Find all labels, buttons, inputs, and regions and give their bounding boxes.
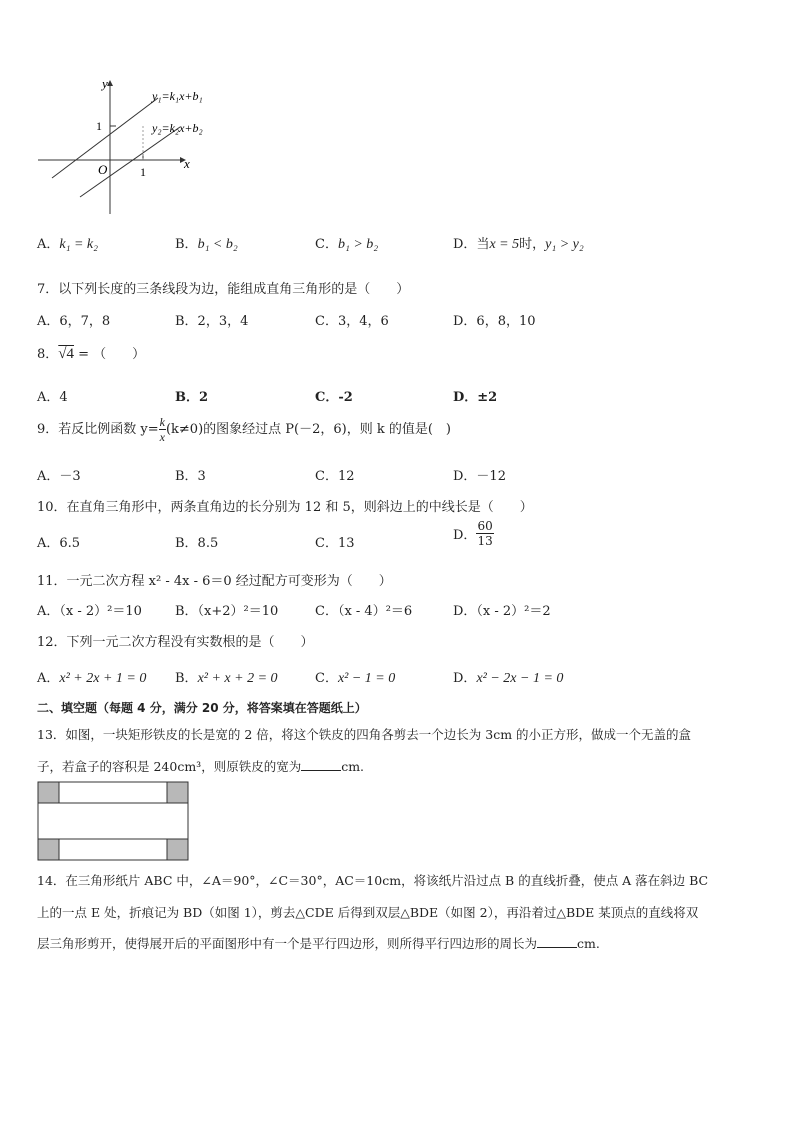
q14-line1: 14．在三角形纸片 ABC 中，∠A＝90°，∠C＝30°，AC＝10cm，将该纸片沿过点 B 的直线折叠，使点 A 落在斜边 BC [37,873,709,888]
q12-option-c-letter: C． [315,671,338,686]
q11-option-d[interactable]: D．（x - 2）²＝2 [453,604,551,619]
q14-line2: 上的一点 E 处，折痕记为 BD（如图 1），剪去△CDE 后得到双层△BDE（如图 2），再沿着过△BDE 某顶点的直线将双 [37,905,699,920]
q6-option-a-expr: k₁ = k₂ [59,237,98,252]
y-axis-label: y [102,76,108,91]
q7-option-d[interactable]: D．6，8，10 [453,314,536,329]
line-y2 [80,127,180,197]
q9-option-d[interactable]: D．－12 [453,469,506,484]
q10-option-b[interactable]: B．8.5 [175,536,219,551]
q7-option-c[interactable]: C．3，4，6 [315,314,389,329]
q8-option-a[interactable]: A．4 [37,390,68,405]
q12-option-c-expr: x² − 1 = 0 [337,671,396,686]
q8-tail: = （ ） [74,347,146,362]
q14-answer-blank[interactable] [537,935,577,948]
q8-number: 8． [37,347,59,362]
q6-option-d-mid: 时， [519,237,546,252]
q9-option-b[interactable]: B．3 [175,469,206,484]
q9-pre: 9．若反比例函数 y= [37,422,159,437]
q14-line3-pre: 层三角形剪开，使得展开后的平面图形中有一个是平行四边形，则所得平行四边形的周长为 [37,936,538,951]
q12-option-a[interactable] [37,667,146,687]
q12-option-d-expr: x² − 2x − 1 = 0 [476,671,564,686]
q8-sqrt: √4 [58,346,75,362]
q9-frac-den: x [159,430,165,444]
q9-option-a[interactable]: A．－3 [37,469,81,484]
q12-option-d-letter: D． [453,671,477,686]
q7-option-b[interactable]: B．2，3，4 [175,314,249,329]
q10-option-a[interactable]: A．6.5 [37,536,81,551]
q11-option-b[interactable]: B．（x+2）²＝10 [175,604,279,619]
q7-stem: 7．以下列长度的三条线段为边，能组成直角三角形的是（ ） [37,282,410,297]
q8-option-d[interactable]: D．±2 [453,390,498,405]
q13-line2 [37,757,364,775]
q10-stem: 10．在直角三角形中，两条直角边的长分别为 12 和 5，则斜边上的中线长是（ ） [37,500,533,515]
sheet-outline [38,782,188,860]
q8-option-b[interactable]: B．2 [175,390,209,405]
q13-line1: 13．如图，一块矩形铁皮的长是宽的 2 倍，将这个铁皮的四角各剪去一个边长为 3cm 的小正方形，做成一个无盖的盒 [37,727,692,742]
q12-option-d[interactable] [453,667,563,687]
linear-functions-figure [30,72,230,220]
corner-square-tl [38,782,59,803]
q14-line3 [37,934,600,952]
q7-option-a[interactable]: A．6，7，8 [37,314,111,329]
q6-option-b[interactable] [175,233,238,253]
line1-label: y₁=k₁x+b₁ [152,89,203,103]
q12-option-a-letter: A． [37,671,60,686]
section-heading-fill-in: 二、填空题（每题 4 分，满分 20 分，将答案填在答题纸上） [37,701,367,715]
q6-option-d-expr2: y₁ > y₂ [545,237,584,252]
q9-stem [37,416,451,443]
q11-option-a[interactable]: A．（x - 2）²＝10 [37,604,142,619]
origin-label: O [98,162,108,177]
q11-stem: 11．一元二次方程 x² - 4x - 6＝0 经过配方可变形为（ ） [37,574,392,589]
q8-stem [37,343,145,363]
q11-option-c[interactable]: C．（x - 4）²＝6 [315,604,413,619]
q9-frac-num: k [159,415,165,429]
x-tick-label: 1 [140,165,146,179]
q10-option-d-num: 60 [477,519,493,533]
y-tick-label: 1 [96,119,102,133]
q10-option-d-letter: D． [453,528,477,543]
q10-option-c[interactable]: C．13 [315,536,355,551]
q6-option-c[interactable] [315,233,378,253]
q8-option-c[interactable]: C．-2 [315,390,353,405]
q6-option-c-letter: C． [315,237,338,252]
q9-post: (k≠0)的图象经过点 P(－2，6)，则 k 的值是( ) [165,422,452,437]
q6-option-a-letter: A． [37,237,60,252]
q12-option-b-letter: B． [175,671,198,686]
q6-option-a[interactable] [37,233,98,253]
y-axis-arrow [107,80,113,86]
x-axis-label: x [184,156,190,171]
q13-line2-post: cm. [341,759,365,774]
q6-option-b-expr: b₁ < b₂ [197,237,238,252]
q9-option-c[interactable]: C．12 [315,469,355,484]
q13-line2-pre: 子，若盒子的容积是 240cm³，则原铁皮的宽为 [37,759,302,774]
q12-stem: 12．下列一元二次方程没有实数根的是（ ） [37,635,314,650]
q10-option-d-den: 13 [477,534,493,548]
q6-option-d[interactable] [453,233,584,253]
q12-option-a-expr: x² + 2x + 1 = 0 [59,671,147,686]
q13-answer-blank[interactable] [301,758,341,771]
q6-option-d-pre: 当 [476,237,490,252]
q9-fraction [159,416,166,443]
corner-square-tr [167,782,188,803]
q6-option-b-letter: B． [175,237,198,252]
line2-label: y₂=k₂x+b₂ [152,121,203,135]
corner-square-bl [38,839,59,860]
q12-option-b-expr: x² + x + 2 = 0 [197,671,278,686]
q12-option-c[interactable] [315,667,395,687]
q10-option-d-fraction [476,520,493,547]
q6-option-d-expr1: x = 5 [489,237,520,252]
q6-option-d-letter: D． [453,237,477,252]
q10-option-d[interactable] [453,520,494,547]
corner-square-br [167,839,188,860]
q14-line3-post: cm. [577,936,600,951]
q6-option-c-expr: b₁ > b₂ [337,237,379,252]
q12-option-b[interactable] [175,667,278,687]
metal-sheet-figure [37,781,189,861]
